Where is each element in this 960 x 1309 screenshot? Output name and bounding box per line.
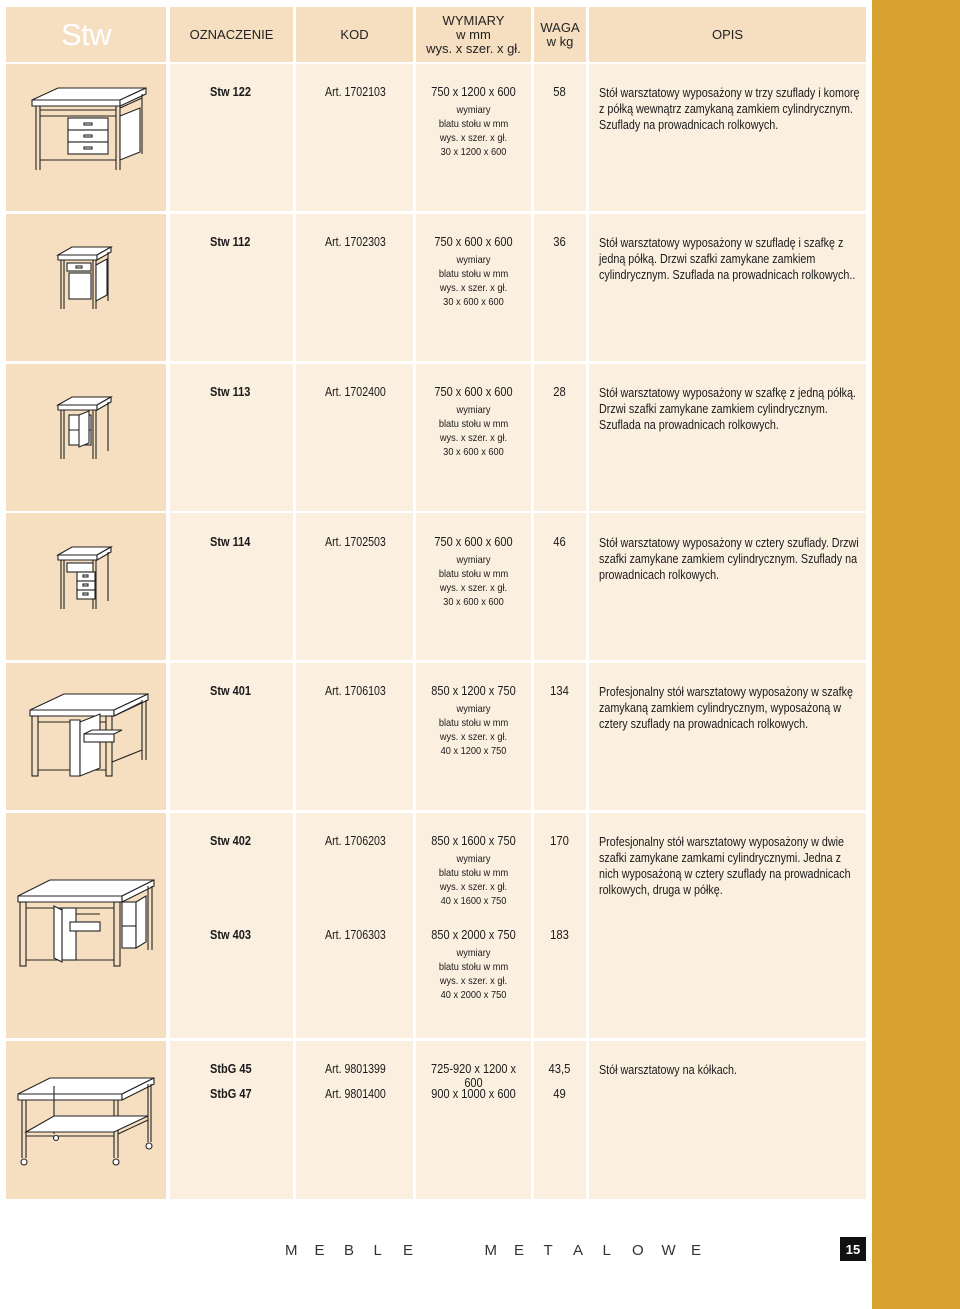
dimensions-top [423,852,524,908]
dim-sub-value: 30 x 600 x 600 [443,596,504,608]
product-description: Stół warsztatowy wyposażony w trzy szuflady i komorę z półką wewnątrz zamykaną zamkiem cylindrycznym. Szuflady na prowadnicach rolkowych. [599,86,860,132]
dimensions-top [423,946,524,1002]
product-weight: 134 [550,684,569,698]
dimensions-main: 750 x 600 x 600 [434,385,513,399]
small-bench-drawer-cabinet-illustration [55,243,115,313]
header-waga-line1: WAGA [540,19,580,35]
dim-sub-label: blatu stołu w mm [438,118,509,130]
footer-letter: E [514,1242,525,1259]
dimensions-main: 750 x 1200 x 600 [431,85,516,99]
product-code: Art. 1702103 [325,85,386,99]
bench-on-wheels-illustration [14,1072,159,1172]
product-dimensions [416,85,531,159]
header-wymiary-line3: wys. x szer. x gł. [426,40,521,56]
footer-word-gap [433,1242,485,1259]
dimensions-top [423,403,524,459]
product-code: Art. 1702303 [325,235,386,249]
dim-sub-label: wys. x szer. x gł. [439,282,508,294]
header-oznaczenie: OZNACZENIE [170,7,293,62]
dim-sub-label: blatu stołu w mm [438,867,509,879]
dimensions-main: 750 x 600 x 600 [434,535,513,549]
product-description: Stół warsztatowy na kółkach. [599,1063,738,1077]
product-code: Art. 1706103 [325,684,386,698]
dim-sub-label: blatu stołu w mm [438,418,509,430]
footer-letter: M [285,1242,298,1259]
dimensions-top [423,553,524,609]
footer-letter: L [602,1242,611,1259]
dim-sub-label: wymiary [456,947,491,959]
product-dimensions [416,385,531,459]
product-code: Art. 1706203 [325,834,386,848]
footer-letter: A [573,1242,584,1259]
pro-bench-cabinet-illustration [26,688,153,780]
product-description: Stół warsztatowy wyposażony w szafkę z jedną półką. Drzwi szafki zamykane zamkiem cylindrycznym. Szuflada na prowadnicach rolkowych. [599,386,856,432]
dimensions-main: 725-920 x 1200 x 600 [430,1062,517,1090]
dimensions-main: 900 x 1000 x 600 [431,1087,516,1101]
dim-sub-value: 30 x 600 x 600 [443,446,504,458]
small-bench-cabinet-illustration [55,393,115,463]
product-dimensions [416,684,531,758]
product-description: Stół warsztatowy wyposażony w cztery szuflady. Drzwi szafki zamykane zamkiem cylindrycznym. Szuflady na prowadnicach rolkowych. [599,536,859,582]
product-name: StbG 45 [210,1062,252,1076]
footer-letter: E [314,1242,325,1259]
dimensions-main: 850 x 1600 x 750 [431,834,516,848]
product-name: Stw 112 [210,235,251,249]
dim-sub-value: 40 x 2000 x 750 [440,989,507,1001]
footer-brand-text [285,1242,721,1259]
product-description: Profesjonalny stół warsztatowy wyposażony w szafkę zamykaną zamkiem cylindrycznym, wyposażoną w cztery szuflady na prowadnicach rolkowych. [599,685,853,731]
dim-sub-label: blatu stołu w mm [438,568,509,580]
product-dimensions [416,834,531,908]
dim-sub-label: blatu stołu w mm [438,961,509,973]
dim-sub-value: 30 x 600 x 600 [443,296,504,308]
product-name: Stw 401 [210,684,251,698]
product-weight: 28 [553,385,566,399]
header-opis: OPIS [589,7,866,62]
product-dimensions [416,1062,531,1090]
header-waga-line2: w kg [546,33,574,49]
footer-letter: E [403,1242,414,1259]
footer-letter: T [543,1242,553,1259]
product-weight: 43,5 [548,1062,571,1076]
dim-sub-label: wys. x szer. x gł. [439,975,508,987]
dim-sub-label: wys. x szer. x gł. [439,881,508,893]
dim-sub-value: 40 x 1600 x 750 [440,895,507,907]
dim-sub-label: wymiary [456,404,491,416]
product-name: Stw 402 [210,834,251,848]
footer-letter: M [484,1242,497,1259]
page-number: 15 [840,1237,866,1261]
dim-sub-label: wys. x szer. x gł. [439,132,508,144]
product-code: Art. 1702503 [325,535,386,549]
pro-bench-two-cabinets-illustration [14,872,159,972]
dim-sub-value: 30 x 1200 x 600 [440,146,507,158]
dim-sub-label: blatu stołu w mm [438,717,509,729]
footer-letter: O [632,1242,644,1259]
header-wymiary-line2: w mm [456,26,491,42]
product-name: Stw 122 [210,85,251,99]
product-code: Art. 1702400 [325,385,386,399]
product-code: Art. 1706303 [325,928,386,942]
header-wymiary [416,7,531,62]
product-name: Stw 403 [210,928,251,942]
section-title: Stw [6,7,166,62]
header-kod: KOD [296,7,413,62]
product-code: Art. 9801400 [325,1087,386,1101]
product-description: Stół warsztatowy wyposażony w szufladę i szafkę z jedną półką. Drzwi szafki zamykane zamkiem cylindrycznym. Szuflada na prowadnicach rolkowych.. [599,236,856,282]
dim-sub-label: wys. x szer. x gł. [439,582,508,594]
product-name: Stw 114 [210,535,251,549]
product-weight: 170 [550,834,569,848]
small-bench-four-drawers-illustration [55,543,115,613]
footer-letters [285,1242,721,1259]
product-weight: 46 [553,535,566,549]
dimensions-top [423,253,524,309]
product-weight: 36 [553,235,566,249]
dimensions-main: 750 x 600 x 600 [434,235,513,249]
product-code: Art. 9801399 [325,1062,386,1076]
dimensions-top [423,103,524,159]
footer-letter: B [344,1242,355,1259]
product-dimensions [416,535,531,609]
product-weight: 58 [553,85,566,99]
dim-sub-label: wys. x szer. x gł. [439,432,508,444]
header-waga [534,7,586,62]
dim-sub-label: wymiary [456,554,491,566]
dim-sub-label: wymiary [456,853,491,865]
footer-letter: E [691,1242,702,1259]
product-dimensions [416,928,531,1002]
dimensions-main: 850 x 1200 x 750 [431,684,516,698]
product-dimensions [416,235,531,309]
product-name: Stw 113 [210,385,251,399]
product-dimensions [416,1087,531,1101]
dim-sub-value: 40 x 1200 x 750 [440,745,507,757]
dimensions-main: 850 x 2000 x 750 [431,928,516,942]
dim-sub-label: wys. x szer. x gł. [439,731,508,743]
gold-side-bar [872,0,960,1309]
footer-letter: W [661,1242,676,1259]
product-weight: 49 [553,1087,566,1101]
product-description: Profesjonalny stół warsztatowy wyposażony w dwie szafki zamykane zamkami cylindrycznymi. Jedna z nich wyposażoną w cztery szuflady na prowadnicach rolkowych, druga w półkę. [599,835,851,897]
workbench-three-drawers-illustration [28,82,153,174]
dim-sub-label: wymiary [456,104,491,116]
header-wymiary-line1: WYMIARY [442,12,505,28]
dim-sub-label: blatu stołu w mm [438,268,509,280]
footer-letter: L [373,1242,382,1259]
dim-sub-label: wymiary [456,254,491,266]
product-weight: 183 [550,928,569,942]
product-name: StbG 47 [210,1087,252,1101]
dim-sub-label: wymiary [456,703,491,715]
dimensions-top [423,702,524,758]
